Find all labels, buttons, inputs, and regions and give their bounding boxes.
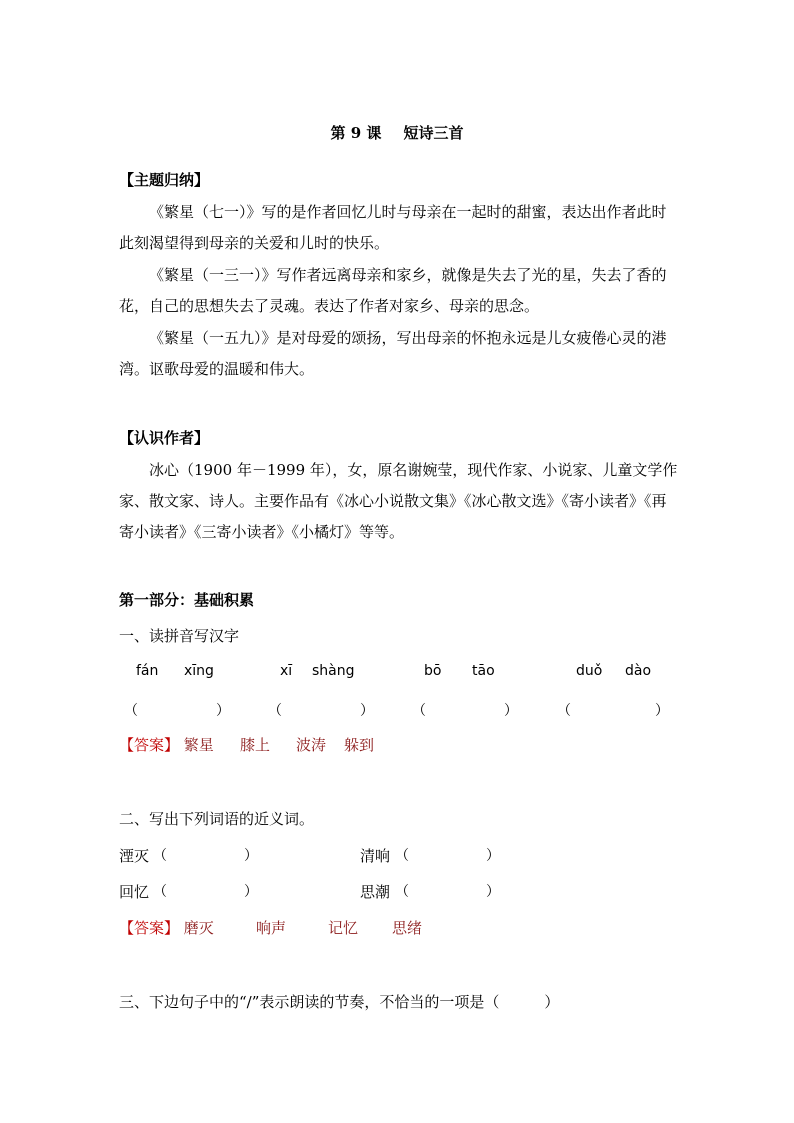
blank-open-paren: （ bbox=[153, 848, 167, 864]
pinyin-item: fán bbox=[136, 663, 159, 679]
blank-close-paren: ） bbox=[655, 703, 669, 719]
answer-label: 【答案】 bbox=[119, 919, 180, 937]
blank-close-paren: ） bbox=[244, 848, 258, 864]
answer-item: 繁星 bbox=[183, 736, 214, 754]
answer-item: 记忆 bbox=[328, 919, 359, 937]
pinyin-item: xīng bbox=[184, 663, 214, 679]
blank-open-paren: （ bbox=[153, 884, 167, 900]
blank-open-paren: （ bbox=[395, 884, 409, 900]
author-paragraph: 冰心（1900 年－1999 年），女，原名谢婉莹，现代作家、小说家、儿童文学作家、散文家、诗人。主要作品有《冰心小说散文集》《冰心散文选》《寄小读者》《再寄小读者》《三寄小读者》《小橘灯》等等。 bbox=[119, 461, 678, 541]
author-heading: 【认识作者】 bbox=[119, 429, 210, 447]
answer-item: 思绪 bbox=[392, 919, 423, 937]
blank-open-paren: （ bbox=[124, 703, 138, 719]
pinyin-item: xī bbox=[280, 663, 293, 679]
theme-paragraph-1: 《繁星（七一）》写的是作者回忆儿时与母亲在一起时的甜蜜，表达出作者此时此刻渴望得到母亲的关爱和儿时的快乐。 bbox=[119, 203, 667, 252]
pinyin-item: tāo bbox=[472, 663, 495, 679]
theme-paragraph-3: 《繁星（一五九）》是对母爱的颂扬，写出母亲的怀抱永远是儿女疲倦心灵的港湾。讴歌母爱的温暖和伟大。 bbox=[119, 329, 667, 378]
q3-title: 三、下边句子中的“/”表示朗读的节奏，不恰当的一项是（ ） bbox=[119, 993, 560, 1011]
q2-word: 湮灭 bbox=[119, 847, 150, 865]
q2-word: 回忆 bbox=[119, 883, 150, 901]
pinyin-item: bō bbox=[424, 663, 442, 679]
blank-close-paren: ） bbox=[486, 848, 500, 864]
q1-title: 一、读拼音写汉字 bbox=[119, 627, 240, 645]
part1-heading: 第一部分：基础积累 bbox=[119, 591, 255, 609]
blank-close-paren: ） bbox=[486, 884, 500, 900]
blank-open-paren: （ bbox=[268, 703, 282, 719]
pinyin-item: shàng bbox=[312, 663, 355, 679]
q2-word: 思潮 bbox=[360, 883, 391, 901]
q1-answer-row bbox=[119, 734, 214, 755]
q2-word: 清响 bbox=[360, 847, 391, 865]
answer-item: 响声 bbox=[256, 919, 287, 937]
page-title bbox=[0, 122, 794, 143]
pinyin-item: dào bbox=[625, 663, 652, 679]
answer-item: 波涛 bbox=[296, 736, 327, 754]
blank-open-paren: （ bbox=[412, 703, 426, 719]
blank-close-paren: ） bbox=[244, 884, 258, 900]
theme-heading: 【主题归纳】 bbox=[119, 171, 210, 189]
q2-answer-row bbox=[119, 917, 214, 938]
blank-close-paren: ） bbox=[360, 703, 374, 719]
answer-item: 磨灭 bbox=[183, 919, 214, 937]
blank-open-paren: （ bbox=[395, 848, 409, 864]
theme-paragraph-2: 《繁星（一三一）》写作者远离母亲和家乡，就像是失去了光的星，失去了香的花，自己的思想失去了灵魂。表达了作者对家乡、母亲的思念。 bbox=[119, 266, 667, 315]
answer-item: 躲到 bbox=[344, 736, 375, 754]
lesson-number: 第 9 课 bbox=[330, 124, 382, 142]
blank-close-paren: ） bbox=[504, 703, 518, 719]
pinyin-item: duǒ bbox=[576, 663, 603, 679]
answer-label: 【答案】 bbox=[119, 736, 180, 754]
answer-item: 膝上 bbox=[240, 736, 271, 754]
blank-open-paren: （ bbox=[557, 703, 571, 719]
lesson-name: 短诗三首 bbox=[403, 124, 464, 142]
q2-title: 二、写出下列词语的近义词。 bbox=[119, 810, 315, 828]
blank-close-paren: ） bbox=[216, 703, 230, 719]
